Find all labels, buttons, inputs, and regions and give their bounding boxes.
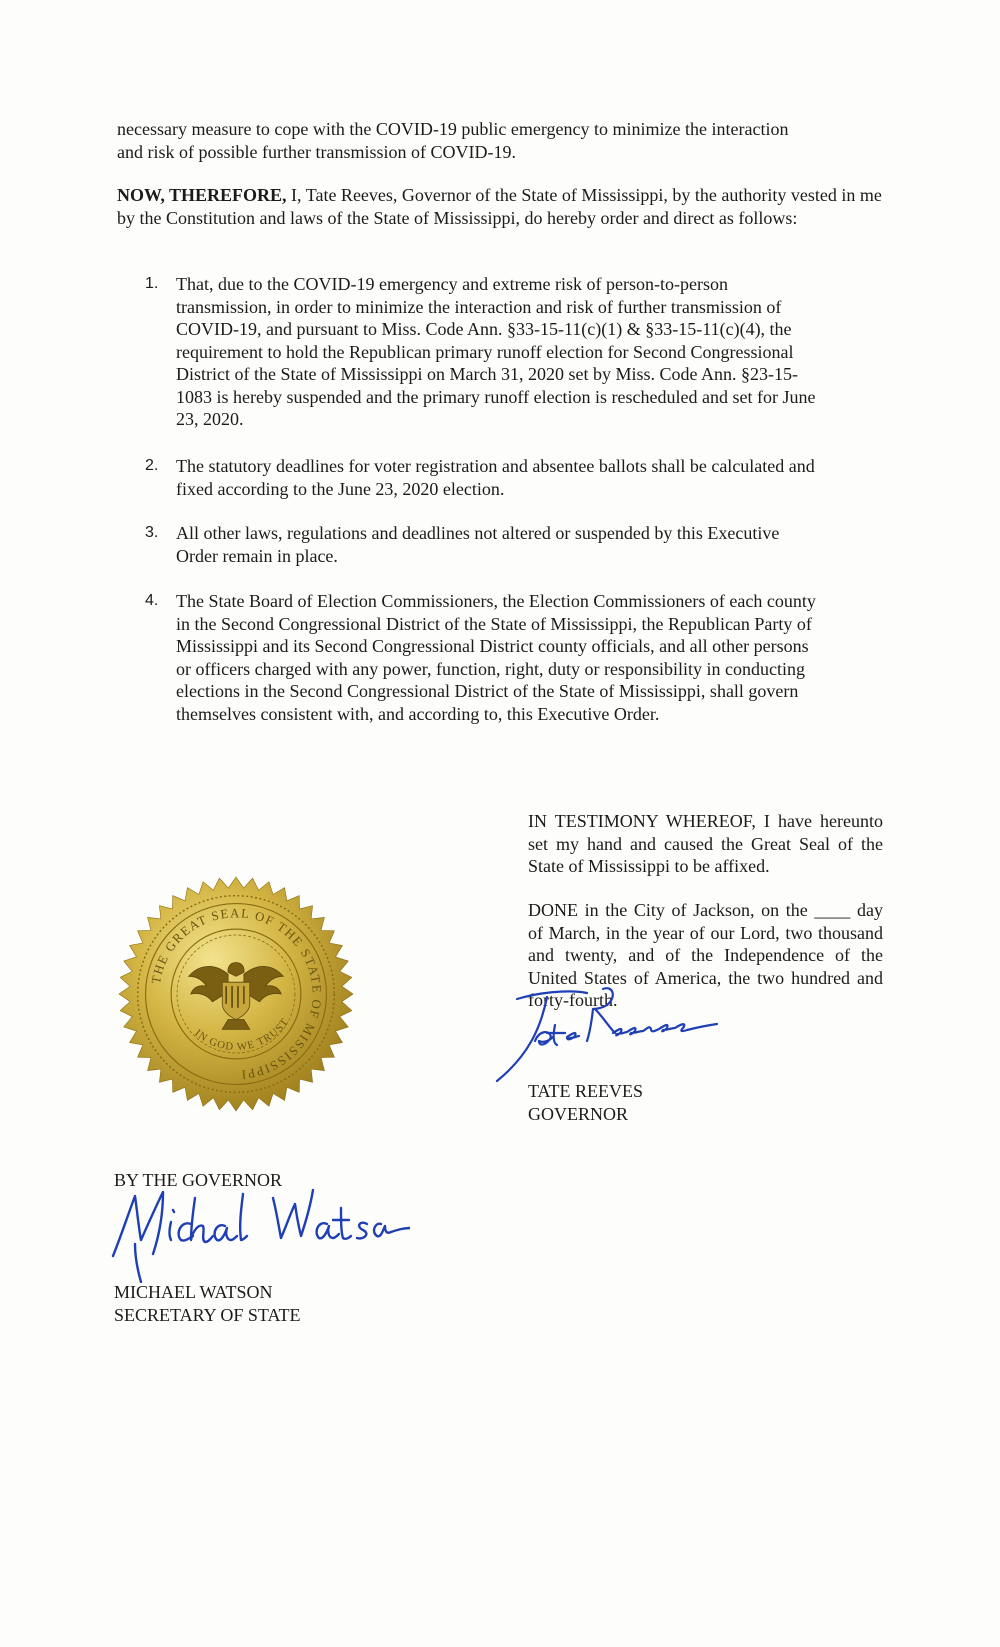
intro-line-2: and risk of possible further transmission of COVID-19.: [117, 141, 516, 162]
item-line: COVID-19, and pursuant to Miss. Code Ann. §33-15-11(c)(1) & §33-15-11(c)(4), the: [176, 319, 792, 339]
seal-motto: IN GOD WE TRUST: [192, 1015, 292, 1054]
item-text: [176, 273, 884, 431]
great-seal-icon: [118, 876, 354, 1112]
secretary-name: MICHAEL WATSON: [114, 1282, 273, 1302]
item-line: or officers charged with any power, function, right, duty or responsibility in conducting: [176, 658, 805, 679]
item-line: elections in the Second Congressional District of the State of Mississippi, shall govern: [176, 681, 799, 701]
item-line: 1083 is hereby suspended and the primary runoff election is rescheduled and set for June: [176, 386, 816, 407]
now-therefore-lead: NOW, THEREFORE,: [117, 185, 287, 205]
secretary-title: SECRETARY OF STATE: [114, 1305, 301, 1325]
item-number: 3.: [145, 524, 159, 541]
item-line: All other laws, regulations and deadlines not altered or suspended by this Executive: [176, 523, 780, 543]
item-text: [176, 522, 884, 567]
done-paragraph: DONE in the City of Jackson, on the ____ day of March, in the year of our Lord, two thousand and twenty, and of the Independence of the United States of America, the two hundred and forty-fourth.: [528, 900, 883, 1010]
item-number: 2.: [145, 457, 159, 474]
item-number: 4.: [145, 592, 159, 609]
item-line: The statutory deadlines for voter registration and absentee ballots shall be calculated and: [176, 456, 815, 476]
by-the-governor-label: BY THE GOVERNOR: [114, 1170, 283, 1190]
intro-paragraph: [117, 118, 882, 163]
secretary-signature-icon: [105, 1188, 410, 1283]
item-line: requirement to hold the Republican primary runoff election for Second Congressional: [176, 341, 794, 362]
governor-name: TATE REEVES: [528, 1081, 644, 1101]
item-line: District of the State of Mississippi on March 31, 2020 set by Miss. Code Ann. §23-15-: [176, 364, 798, 384]
svg-text:THE GREAT SEAL OF THE STATE OF: THE GREAT SEAL OF THE STATE OF MISSISSIPPI: [148, 906, 324, 1082]
testimony-paragraph: IN TESTIMONY WHEREOF, I have hereunto set my hand and caused the Great Seal of the State of Mississippi to be affixed.: [528, 811, 883, 876]
item-line: fixed according to the June 23, 2020 election.: [176, 478, 505, 499]
item-text: [176, 590, 884, 725]
governor-title: GOVERNOR: [528, 1104, 629, 1124]
item-line: Order remain in place.: [176, 545, 338, 566]
item-line: The State Board of Election Commissioners, the Election Commissioners of each county: [176, 591, 816, 611]
item-number: 1.: [145, 275, 159, 292]
now-therefore-paragraph: [117, 184, 882, 229]
item-line: transmission, in order to minimize the interaction and risk of further transmission of: [176, 296, 782, 317]
item-line: 23, 2020.: [176, 409, 244, 429]
item-line: Mississippi and its Second Congressional District county officials, and all other persons: [176, 636, 809, 656]
now-therefore-text: I, Tate Reeves, Governor of the State of Mississippi, by the authority vested in me by the Constitution and laws of the State of Mississippi, do hereby order and direct as follows:: [117, 185, 882, 228]
item-line: That, due to the COVID-19 emergency and extreme risk of person-to-person: [176, 274, 728, 294]
item-line: themselves consistent with, and according to, this Executive Order.: [176, 703, 660, 724]
intro-line-1: necessary measure to cope with the COVID-19 public emergency to minimize the interaction: [117, 119, 789, 139]
item-text: [176, 455, 884, 500]
item-line: in the Second Congressional District of the State of Mississippi, the Republican Party of: [176, 613, 812, 634]
